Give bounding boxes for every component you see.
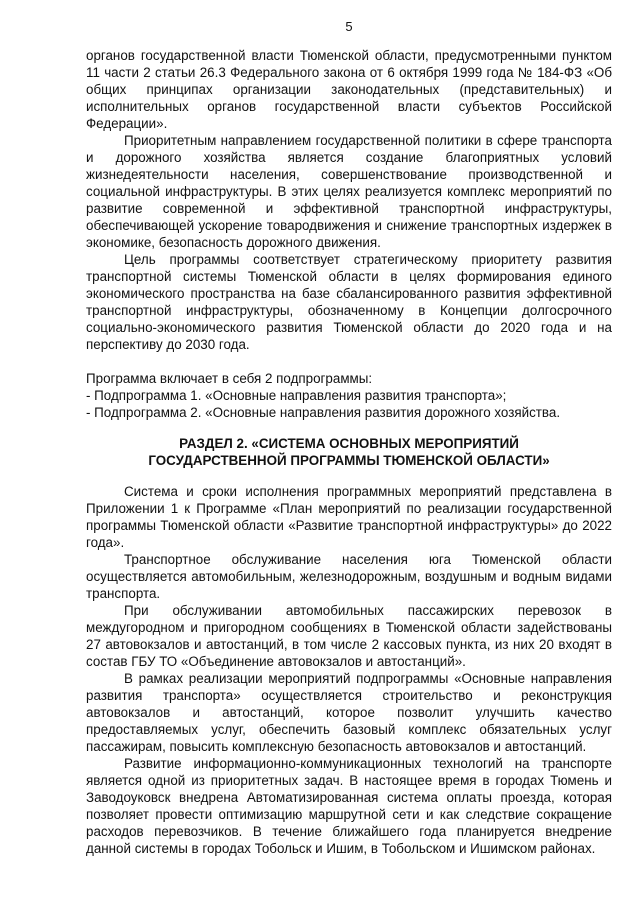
section-heading-line-2: ГОСУДАРСТВЕННОЙ ПРОГРАММЫ ТЮМЕНСКОЙ ОБЛАСТИ»: [148, 453, 550, 468]
page-number: 5: [345, 19, 353, 34]
paragraph-ict: Развитие информационно-коммуникационных технологий на транспорте является одной из приоритетных задач. В настоящее время в городах Тюмень и Заводоуковск внедрена Автоматизированная система оплаты проезда, которая позволяет провести оптимизацию маршрутной сети и как следствие сокращение расходов перевозчиков. В течение ближайшего года планируется внедрение данной системы в городах Тобольск и Ишим, в Тобольском и Ишимском районах.: [86, 756, 612, 856]
paragraph-policy-priority: Приоритетным направлением государственной политики в сфере транспорта и дорожного хозяйства является создание благоприятных условий жизнедеятельности населения, совершенствование производственной и социальной инфраструктуры. В этих целях реализуется комплекс мероприятий по развитие современной и эффективной транспортной инфраструктуры, обеспечивающей ускорение товародвижения и снижение транспортных издержек в экономике, безопасность дорожного движения.: [86, 133, 612, 250]
subprogram-intro: Программа включает в себя 2 подпрограммы:: [86, 371, 373, 386]
spacer: [86, 353, 612, 370]
subprogram-item-1: - Подпрограмма 1. «Основные направления развития транспорта»;: [86, 388, 507, 403]
section-heading-line-1: РАЗДЕЛ 2. «СИСТЕМА ОСНОВНЫХ МЕРОПРИЯТИЙ: [179, 436, 519, 451]
subprogram-item-2: - Подпрограмма 2. «Основные направления развития дорожного хозяйства.: [86, 405, 561, 420]
paragraph-schedule: Система и сроки исполнения программных мероприятий представлена в Приложении 1 к Программе «План мероприятий по реализации государственной программы Тюменской области «Развитие транспортной инфраструктуры» до 2022 года».: [86, 484, 612, 550]
paragraph-construction: В рамках реализации мероприятий подпрограммы «Основные направления развития транспорта» осуществляется строительство и реконструкция автовокзалов и автостанций, которое позволит улучшить качество предоставляемых услуг, обеспечить базовый комплекс обязательных услуг пассажирам, повысить комплексную безопасность автовокзалов и автостанций.: [86, 671, 612, 754]
section-heading: [86, 435, 612, 469]
paragraph-bus-stations: При обслуживании автомобильных пассажирских перевозок в междугородном и пригородном сообщениях в Тюменской области задействованы 27 автовокзалов и автостанций, в том числе 2 кассовых пункта, из них 20 входят в состав ГБУ ТО «Объединение автовокзалов и автостанций».: [86, 603, 612, 669]
paragraph-program-goal: Цель программы соответствует стратегическому приоритету развития транспортной системы Тюменской области в целях формирования единого экономического пространства на базе сбалансированного развития эффективной транспортной инфраструктуры, обозначенному в Концепции долгосрочного социально-экономического развития Тюменской области до 2020 года и на перспективу до 2030 года.: [86, 252, 612, 352]
paragraph-transport-service: Транспортное обслуживание населения юга Тюменской области осуществляется автомобильным, железнодорожным, воздушным и водным видами транспорта.: [86, 552, 612, 601]
paragraph-continuation: органов государственной власти Тюменской области, предусмотренными пунктом 11 части 2 статьи 26.3 Федерального закона от 6 октября 1999 года № 184-ФЗ «Об общих принципах организации законодательных (представительных) и исполнительных органов государственной власти субъектов Российской Федерации».: [86, 48, 612, 131]
subprogram-list: [86, 370, 612, 421]
